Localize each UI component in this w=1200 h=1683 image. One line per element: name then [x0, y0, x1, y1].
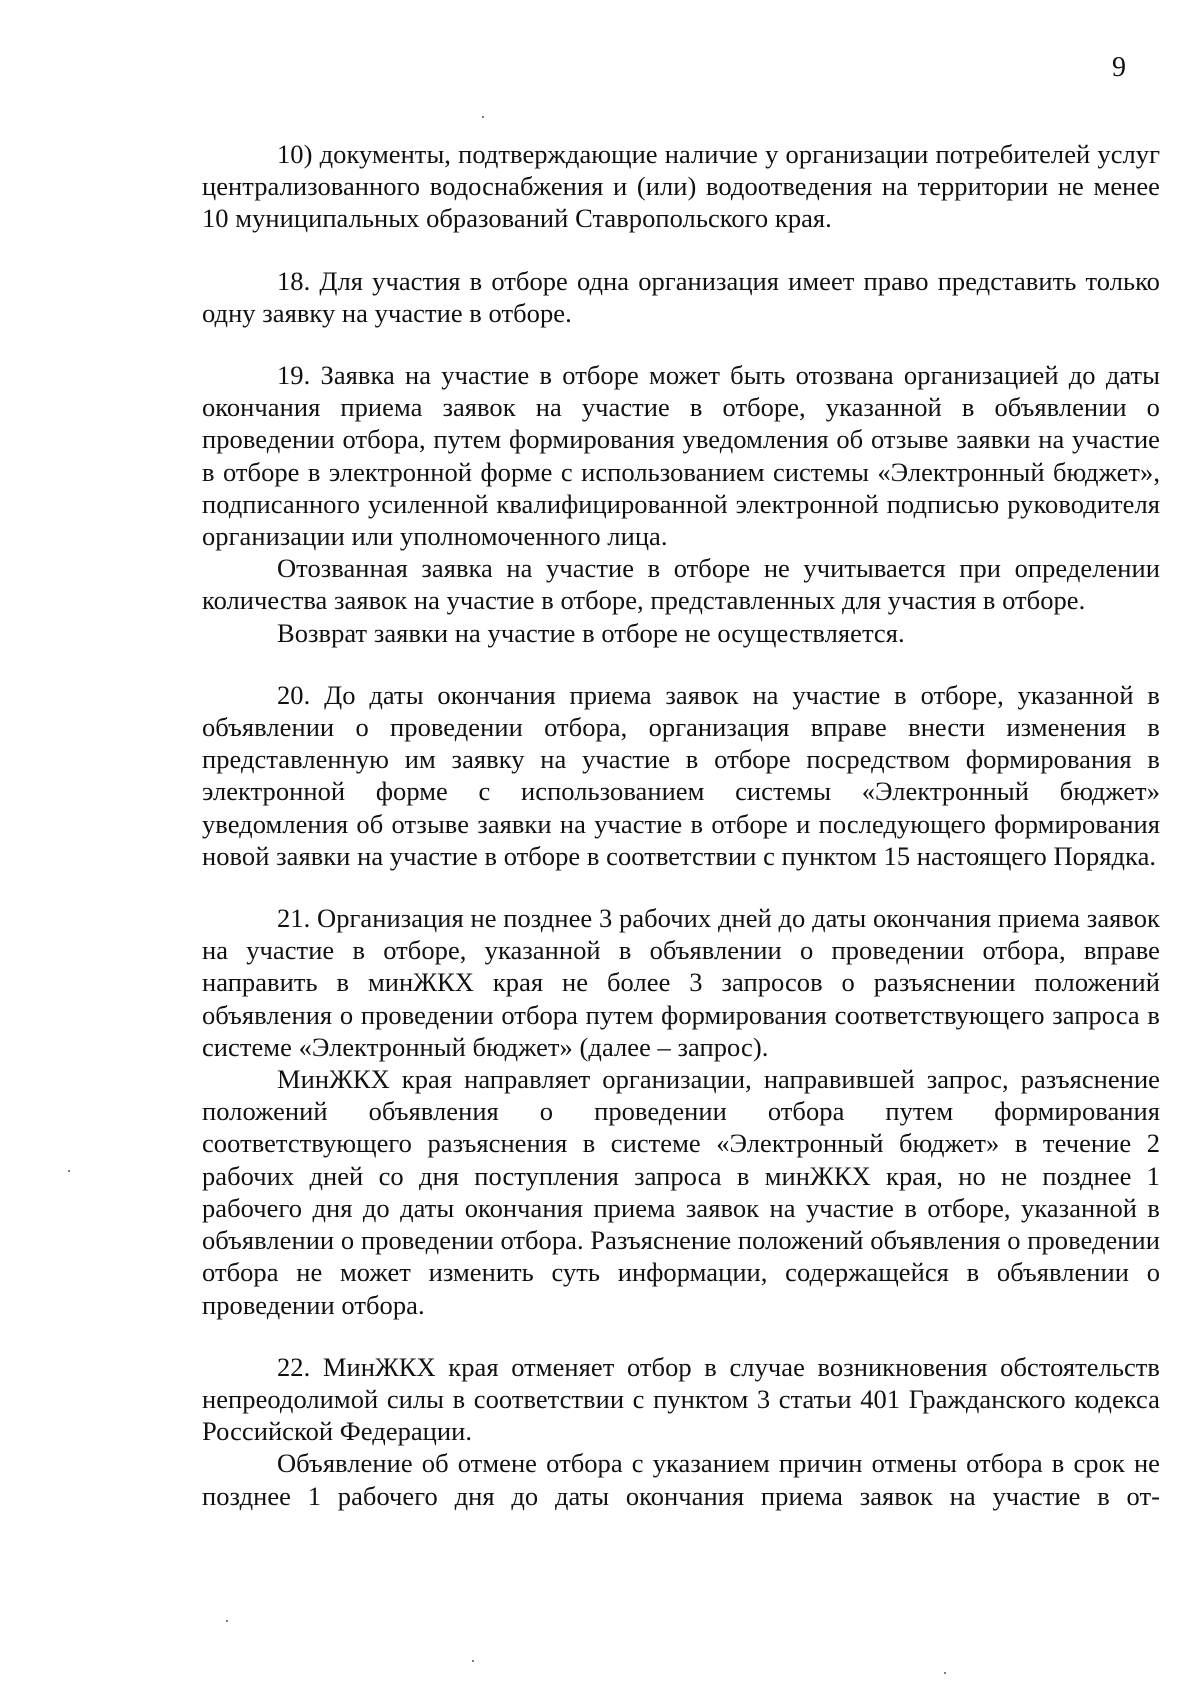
paragraph-item-10: 10) документы, подтверждающие наличие у организации потребителей услуг централизованного водоснабжения и (или) водоотведения на территории не менее 10 муниципальных образований Ставропольского края.: [202, 139, 1160, 234]
scan-speck: [472, 1660, 474, 1662]
document-body: [202, 138, 1160, 1512]
paragraph-point-21: 21. Организация не позднее 3 рабочих дней до даты окончания приема заявок на участие в отборе, указанной в объявлении о проведении отбора, вправе направить в минЖКХ края не более 3 запросов о разъяснении положений объявления о проведении отбора путем формирования соответствующего запроса в системе «Электронный бюджет» (далее – запрос).: [202, 903, 1160, 1062]
paragraph-point-19-withdrawn: Отозванная заявка на участие в отборе не учитывается при определении количества заявок на участие в отборе, представленных для участия в отборе.: [202, 553, 1160, 616]
paragraph-point-19: 19. Заявка на участие в отборе может быть отозвана организацией до даты окончания приема заявок на участие в отборе, указанной в объявлении о проведении отбора, путем формирования уведомления об отзыве заявки на участие в отборе в электронной форме с использованием системы «Электронный бюджет», подписанного усиленной квалифицированной электронной подписью руководителя организации или уполномоченного лица.: [202, 360, 1160, 552]
paragraph-point-21-answer: МинЖКХ края направляет организации, направившей запрос, разъяснение положений объявления о проведении отбора путем формирования соответствующего разъяснения в системе «Электронный бюджет» в течение 2 рабочих дней со дня поступления запроса в минЖКХ края, но не позднее 1 рабочего дня до даты окончания приема заявок на участие в отборе, указанной в объявлении о проведении отбора. Разъяснение положений объявления о проведении отбора не может изменить суть информации, содержащейся в объявлении о проведении отбора.: [202, 1064, 1160, 1320]
paragraph-point-18: 18. Для участия в отборе одна организация имеет право представить только одну заявку на участие в отборе.: [202, 265, 1160, 328]
scan-speck: [482, 116, 484, 118]
paragraph-point-22: 22. МинЖКХ края отменяет отбор в случае возникновения обстоятельств непреодолимой силы в соответствии с пунктом 3 статьи 401 Гражданского кодекса Российской Федерации.: [202, 1351, 1160, 1447]
scan-speck: [68, 1170, 70, 1172]
page-number: 9: [1112, 52, 1126, 83]
paragraph-point-22-notice: Объявление об отмене отбора с указанием причин отмены отбора в срок не позднее 1 рабочего дня до даты окончания приема заявок на участие в от-: [202, 1448, 1160, 1511]
scan-speck: [944, 1672, 946, 1674]
scan-speck: [226, 1620, 228, 1622]
paragraph-point-20: 20. До даты окончания приема заявок на участие в отборе, указанной в объявлении о проведении отбора, организация вправе внести изменения в представленную им заявку на участие в отборе посредством формирования в электронной форме с использованием системы «Электронный бюджет» уведомления об отзыве заявки на участие в отборе и последующего формирования новой заявки на участие в отборе в соответствии с пунктом 15 настоящего Порядка.: [202, 679, 1160, 871]
paragraph-point-19-return: Возврат заявки на участие в отборе не осуществляется.: [277, 617, 905, 648]
